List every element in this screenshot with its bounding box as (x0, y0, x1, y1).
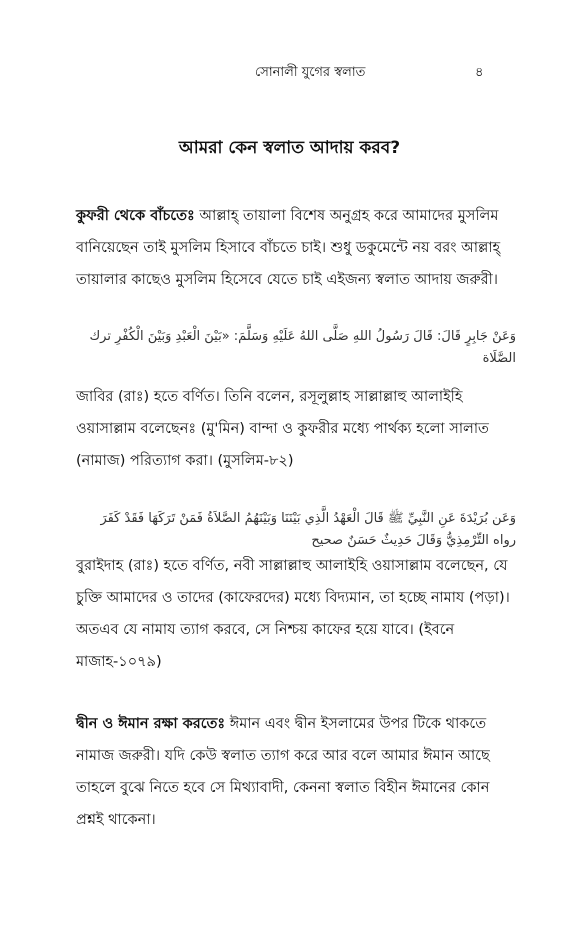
running-title: সোনালী যুগের স্বলাত (255, 65, 366, 80)
page-number: ৪ (475, 65, 484, 80)
paragraph-avoid-kufr (76, 200, 516, 296)
arabic-hadith-jabir: وَعَنْ جَابِرٍ قَالَ: قَالَ رَسُولُ اللهِ صَلَّى اللهُ عَلَيْهِ وَسَلَّمَ: «بَيْنَ الْعَبْدِ وَبَيْنَ الْكُفْرِ ترك الصَّلَاة (89, 329, 516, 366)
arabic-hadith-buraidah: وَعَن بُرَيْدَةَ عَنِ النَّبِيِّ ﷺ قَالَ الْعَهْدُ الَّذِي بَيْنَنَا وَبَيْنَهُمُ الصَّلاَةُ فَمَنْ تَرَكَهَا فَقَدْ كَفَرَ رواه التِّرْمِذِيُّ وَقَالَ حَدِيثٌ حَسَنٌ صحيح (100, 511, 516, 548)
paragraph-lead: কুফরী থেকে বাঁচতেঃ (76, 208, 195, 224)
hadith-translation-buraidah: বুরাইদাহ (রাঃ) হতে বর্ণিত, নবী সাল্লাল্লাহু আলাইহি ওয়াসাল্লাম বলেছেন, যে চুক্তি আমাদের ও তাদের (কাফেরদের) মধ্যে বিদ্যমান, তা হচ্ছে নামায (পড়া)। অতএব যে নামায ত্যাগ করবে, সে নিশ্চয় কাফের হয়ে যাবে। (ইবনে মাজাহ-১০৭৯) (76, 558, 510, 670)
paragraph-body: ঈমান এবং দ্বীন ইসলামের উপর টিকে থাকতে নামাজ জরুরী। যদি কেউ স্বলাত ত্যাগ করে আর বলে আমার ঈমান আছে তাহলে বুঝে নিতে হবে সে মিথ্যাবাদী, কেননা স্বলাত বিহীন ঈমানের কোন প্রশ্নই থাকেনা। (76, 716, 490, 828)
paragraph-body: আল্লাহ্‌ তায়ালা বিশেষ অনুগ্রহ করে আমাদের মুসলিম বানিয়েছেন তাই মুসলিম হিসাবে বাঁচতে চাই। শুধু ডকুমেন্টে নয় বরং আল্লাহ্‌ তায়ালার কাছেও মুসলিম হিসেবে যেতে চাই এইজন্য স্বলাত আদায় জরুরী। (76, 208, 501, 288)
chapter-heading: আমরা কেন স্বলাত আদায় করব? (178, 138, 401, 158)
hadith-translation-jabir: জাবির (রাঃ) হতে বর্ণিত। তিনি বলেন, রসূলুল্লাহ সাল্লাল্লাহু আলাইহি ওয়াসাল্লাম বলেছেনঃ (মু'মিন) বান্দা ও কুফরীর মধ্যে পার্থক্য হলো সালাত (নামাজ) পরিত্যাগ করা। (মুসলিম-৮২) (76, 389, 489, 469)
paragraph-protect-iman (76, 708, 516, 836)
paragraph-lead: দ্বীন ও ঈমান রক্ষা করতেঃ (76, 716, 226, 732)
